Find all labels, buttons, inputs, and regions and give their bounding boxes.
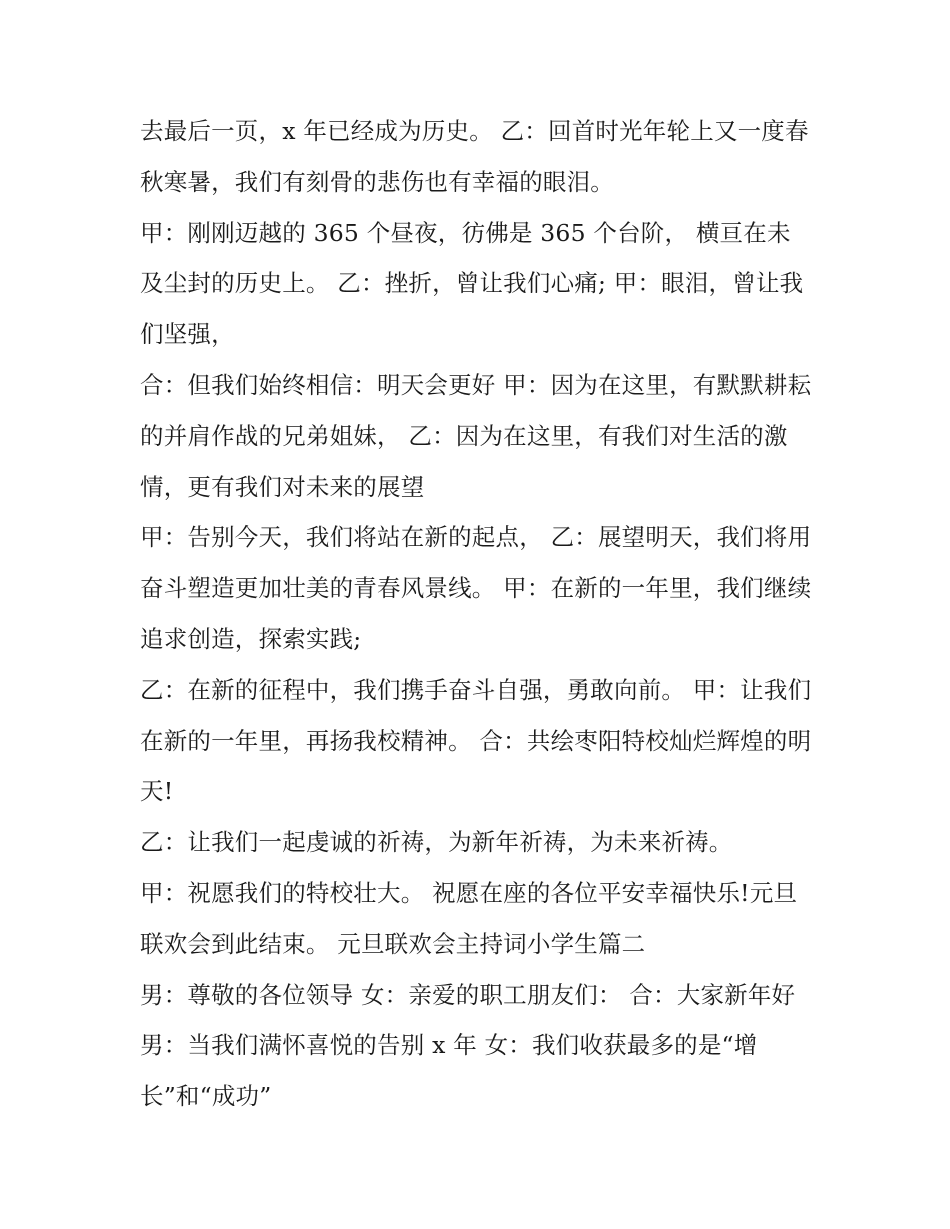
paragraph-6: 乙：让我们一起虔诚的祈祷，为新年祈祷，为未来祈祷。: [140, 828, 733, 857]
paragraph-4: 甲：告别今天，我们将站在新的起点， 乙：展望明天，我们将用奋斗塑造更加壮美的青春风景线。 甲：在新的一年里，我们继续追求创造，探索实践;: [140, 523, 812, 653]
paragraph-2: 甲：刚刚迈越的 365 个昼夜，彷佛是 365 个台阶， 横亘在未及尘封的历史上。 乙：挫折，曾让我们心痛; 甲：眼泪，曾让我们坚强，: [140, 218, 804, 349]
paragraph-3: 合：但我们始终相信：明天会更好 甲：因为在这里，有默默耕耘的并肩作战的兄弟姐妹， 乙：因为在这里，有我们对生活的激情，更有我们对未来的展望: [140, 370, 812, 501]
paragraph-5: 乙：在新的征程中，我们携手奋斗自强，勇敢向前。 甲：让我们在新的一年里，再扬我校精神。 合：共绘枣阳特校灿烂辉煌的明天!: [140, 675, 812, 806]
document-body: [140, 106, 812, 1122]
paragraph-7: 甲：祝愿我们的特校壮大。 祝愿在座的各位平安幸福快乐!元旦联欢会到此结束。 元旦联欢会主持词小学生篇二: [140, 878, 798, 958]
paragraph-8: 男：尊敬的各位领导 女：亲爱的职工朋友们： 合：大家新年好 男：当我们满怀喜悦的告别 x 年 女：我们收获最多的是“增长”和“成功”: [140, 980, 803, 1111]
paragraph-1: 去最后一页，x 年已经成为历史。 乙：回首时光年轮上又一度春秋寒暑，我们有刻骨的悲伤也有幸福的眼泪。: [140, 117, 809, 196]
